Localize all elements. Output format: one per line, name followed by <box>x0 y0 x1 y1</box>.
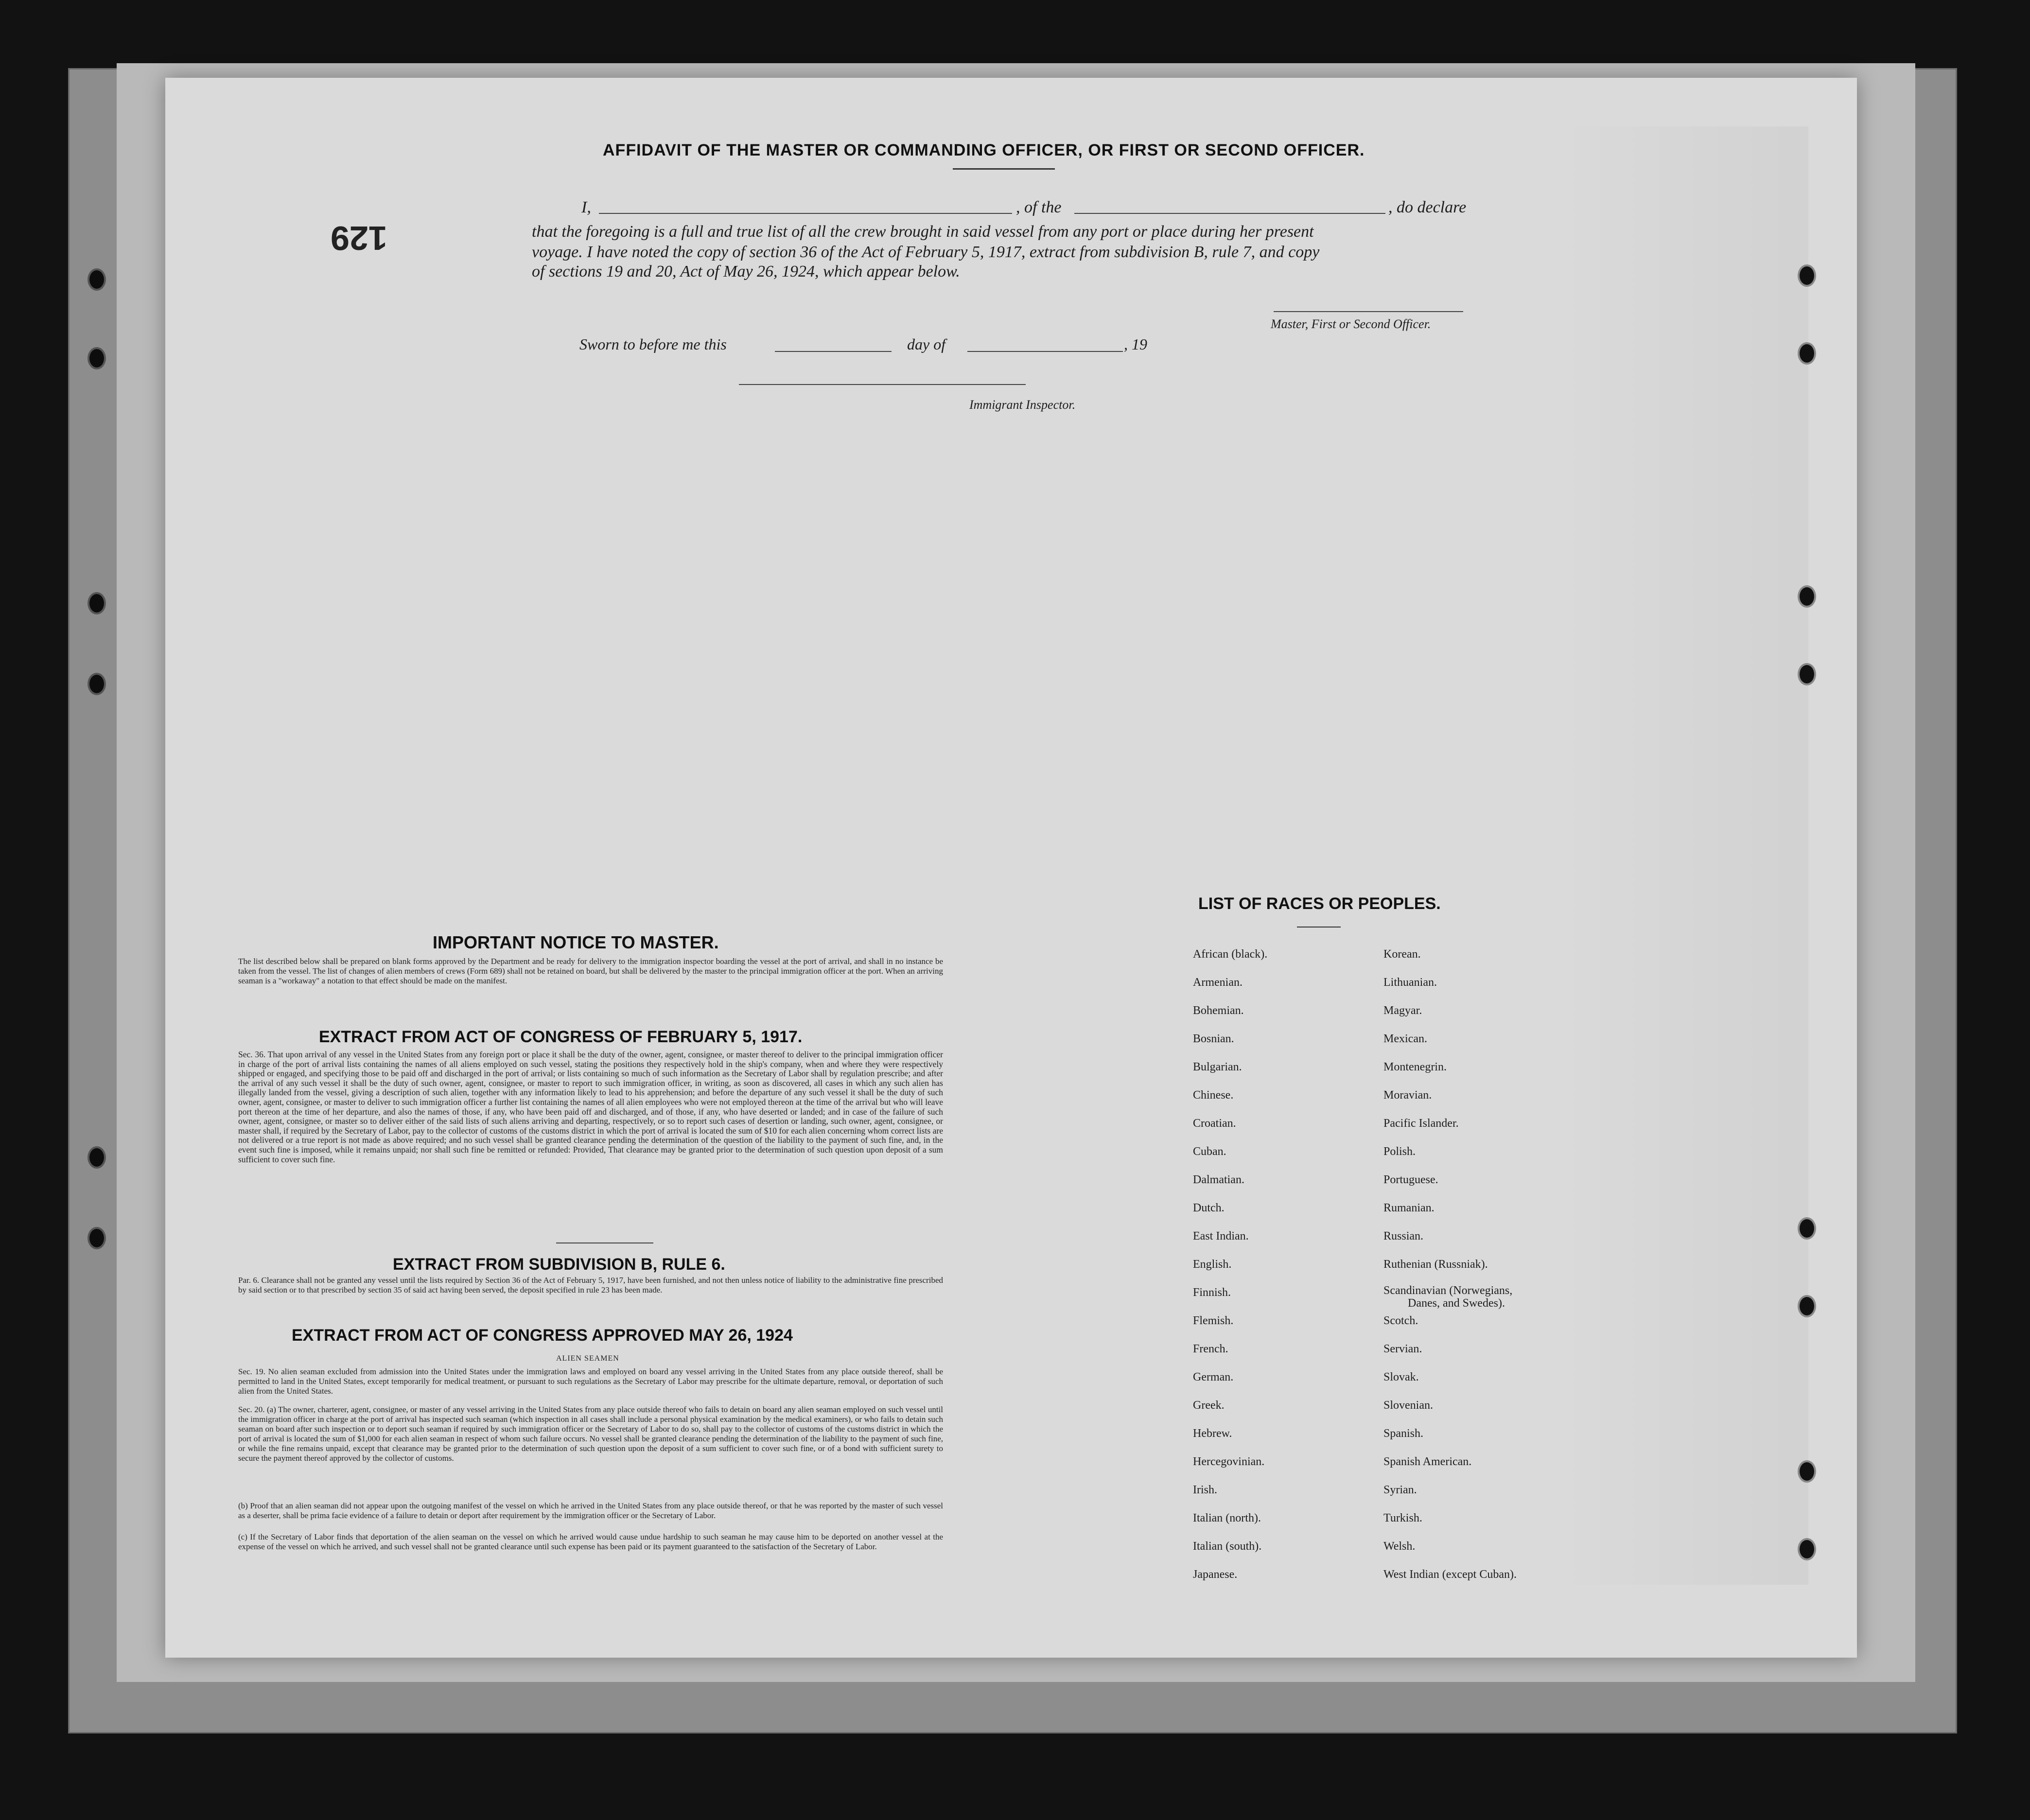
inspector-signature-line <box>739 384 1026 385</box>
title-underline <box>953 168 1055 170</box>
sec-20a-text: Sec. 20. (a) The owner, charterer, agent, consignee, or master of any vessel arriving in the United States from any place outside thereof who fails to detain on board any alien seaman employed on such vessel until the immigration officer in charge at the port of arrival has inspected such seaman (which inspection in all cases shall include a personal physical examination by the medical examiners), or who fails to detain such seaman on board after such inspection or to deport such seaman if required by such immigration officer or the Secretary of Labor to do so, shall pay to the collector of customs of the customs district in which the port of arrival is located the sum of $1,000 for each alien seaman in respect of whom such failure occurs. No vessel shall be granted clearance pending the determination of the liability to the payment of such fine, or while the fine remains unpaid, except that clearance may be granted prior to the determination of such question upon the deposit of a sum sufficient to cover such fine, or of a bond with sufficient surety to secure the payment thereof approved by the collector of customs. <box>238 1405 943 1463</box>
binder-hole-icon <box>1798 1460 1816 1483</box>
race-item: Mexican. <box>1383 1032 1427 1045</box>
binder-hole-icon <box>88 268 106 291</box>
race-item: Bosnian. <box>1193 1032 1234 1045</box>
race-item: Slovak. <box>1383 1371 1419 1383</box>
signature-line <box>1274 311 1463 312</box>
race-item: Magyar. <box>1383 1004 1422 1017</box>
binder-hole-icon <box>1798 1538 1816 1560</box>
race-item: Bohemian. <box>1193 1004 1244 1017</box>
affidavit-i: I, <box>581 198 591 216</box>
binder-hole-icon <box>1798 585 1816 608</box>
affidavit-of-the: , of the <box>1016 198 1062 216</box>
rule-6-title: EXTRACT FROM SUBDIVISION B, RULE 6. <box>393 1255 725 1274</box>
year-text: , 19 <box>1124 335 1147 353</box>
race-item: Italian (south). <box>1193 1540 1262 1553</box>
binder-hole-icon <box>88 1227 106 1249</box>
stamp-number: 129 <box>331 219 387 257</box>
race-item: Croatian. <box>1193 1117 1236 1130</box>
race-item: Lithuanian. <box>1383 976 1437 989</box>
race-item: Rumanian. <box>1383 1202 1435 1214</box>
race-item: Polish. <box>1383 1145 1416 1158</box>
race-item: Hercegovinian. <box>1193 1455 1265 1468</box>
extract-1917-text: Sec. 36. That upon arrival of any vessel in the United States from any foreign port or place it shall be the duty of the owner, agent, consignee, or master thereof to deliver to the principal immigration officer in charge of the port of arrival lists containing the names of all aliens employed on such vessel, stating the positions they respectively hold in the ship's company, when and where they were respectively shipped or engaged, and specifying those to be paid off and discharged in the port of arrival; or lists containing so much of such information as the Secretary of Labor shall by regulation prescribe; and after the arrival of any such vessel it shall be the duty of such owner, agent, consignee, or master to report to such immigration officer, in writing, as soon as discovered, all cases in which any such alien has illegally landed from the vessel, giving a description of such alien, together with any information likely to lead to his apprehension; and before the departure of any such vessel it shall be the duty of such owner, agent, consignee, or master to deliver to such immigration officer a further list containing the names of all alien employees who were not employed thereon at the time of the arrival but who will leave port thereon at the time of her departure, and also the names of those, if any, who have been paid off and discharged, and of those, if any, who have deserted or landed; and in case of the failure of such owner, agent, consignee, or master so to deliver either of the said lists of such aliens arriving and departing, respectively, or so to report such cases of desertion or landing, such owner, agent, consignee, or master shall, if required by the Secretary of Labor, pay to the collector of customs of the customs district in which the port of arrival is located the sum of $10 for each alien concerning whom correct lists are not delivered or a true report is not made as above required; and no such vessel shall be granted clearance pending the determination of the question of the liability to the payment of such fine, and, in the event such fine is imposed, while it remains unpaid; nor shall such fine be remitted or refunded: Provided, That clearance may be granted prior to the determination of such question upon deposit of a sum sufficient to cover such fine. <box>238 1050 943 1164</box>
month-line <box>967 351 1123 352</box>
sec-20b-text: (b) Proof that an alien seaman did not appear upon the outgoing manifest of the vessel on which he arrived in the United States from any place outside thereof, or that he was reported by the master of such vessel as a deserter, shall be prima facie evidence of a failure to detain or deport after requirement by the immigration officer or the Secretary of Labor. <box>238 1501 943 1520</box>
race-item: Welsh. <box>1383 1540 1416 1553</box>
binder-hole-icon <box>1798 663 1816 685</box>
affidavit-title: AFFIDAVIT OF THE MASTER OR COMMANDING OFFICER, OR FIRST OR SECOND OFFICER. <box>603 141 1365 159</box>
race-item: Turkish. <box>1383 1512 1422 1524</box>
race-item: German. <box>1193 1371 1234 1383</box>
sworn-day-line <box>775 351 892 352</box>
affidavit-line-3: voyage. I have noted the copy of section 36 of the Act of February 5, 1917, extract from subdivision B, rule 7, and copy <box>532 243 1320 261</box>
race-item: Portuguese. <box>1383 1173 1438 1186</box>
race-item: Ruthenian (Russniak). <box>1383 1258 1488 1271</box>
race-item: Cuban. <box>1193 1145 1226 1158</box>
race-item: Slovenian. <box>1383 1399 1433 1412</box>
races-title-underline <box>1297 927 1341 928</box>
race-item: Flemish. <box>1193 1314 1234 1327</box>
race-item: English. <box>1193 1258 1232 1271</box>
inspector-caption: Immigrant Inspector. <box>969 398 1076 412</box>
affidavit-line-2: that the foregoing is a full and true list of all the crew brought in said vessel from any port or place during her present <box>532 223 1314 241</box>
race-item: Moravian. <box>1383 1089 1432 1102</box>
race-item: Danes, and Swedes). <box>1408 1297 1505 1310</box>
race-item: Dalmatian. <box>1193 1173 1244 1186</box>
race-item: Scotch. <box>1383 1314 1418 1327</box>
race-item: Scandinavian (Norwegians, <box>1383 1284 1513 1297</box>
race-item: Japanese. <box>1193 1568 1238 1581</box>
alien-seamen-subtitle: ALIEN SEAMEN <box>556 1354 619 1363</box>
race-item: Spanish American. <box>1383 1455 1472 1468</box>
extract-1924-title: EXTRACT FROM ACT OF CONGRESS APPROVED MAY 26, 1924 <box>292 1326 793 1345</box>
signature-caption: Master, First or Second Officer. <box>1271 317 1431 331</box>
race-item: Russian. <box>1383 1230 1424 1242</box>
race-item: Syrian. <box>1383 1484 1417 1496</box>
race-item: East Indian. <box>1193 1230 1249 1242</box>
binder-hole-icon <box>1798 342 1816 365</box>
race-item: French. <box>1193 1343 1228 1355</box>
section-divider <box>556 1242 653 1243</box>
race-item: Korean. <box>1383 948 1421 961</box>
binder-hole-icon <box>88 592 106 614</box>
race-item: Hebrew. <box>1193 1427 1232 1440</box>
affidavit-line-4: of sections 19 and 20, Act of May 26, 1924, which appear below. <box>532 262 960 280</box>
binder-hole-icon <box>88 1146 106 1169</box>
binder-hole-icon <box>88 347 106 369</box>
race-item: Armenian. <box>1193 976 1242 989</box>
vessel-blank-line <box>1074 213 1385 214</box>
race-item: Dutch. <box>1193 1202 1225 1214</box>
race-item: African (black). <box>1193 948 1268 961</box>
sec-20c-text: (c) If the Secretary of Labor finds that deportation of the alien seaman on the vessel on which he arrived would cause undue hardship to such seaman he may cause him to be deported on another vessel at the expense of the vessel on which he arrived, and such vessel shall not be granted clearance until such expense has been paid or its payment guaranteed to the satisfaction of the Secretary of Labor. <box>238 1532 943 1551</box>
important-notice-title: IMPORTANT NOTICE TO MASTER. <box>433 932 719 952</box>
binder-hole-icon <box>1798 264 1816 287</box>
binder-hole-icon <box>88 673 106 695</box>
binder-hole-icon <box>1798 1217 1816 1240</box>
race-item: Bulgarian. <box>1193 1061 1242 1073</box>
name-blank-line <box>599 213 1012 214</box>
sworn-text: Sworn to before me this <box>579 335 727 353</box>
bleed-through-shadow <box>1556 126 1808 1585</box>
rule-6-text: Par. 6. Clearance shall not be granted any vessel until the lists required by Section 36 of the Act of February 5, 1917, have been furnished, and not then unless notice of liability to the administrative fine prescribed by said section or to that prescribed by section 35 of said act having been served, the deposit specified in rule 23 has been made. <box>238 1276 943 1295</box>
important-notice-text: The list described below shall be prepared on blank forms approved by the Department and be ready for delivery to the immigration inspector boarding the vessel at the port of arrival, and shall in no instance be taken from the vessel. The list of changes of alien members of crews (Form 689) shall not be retained on board, but shall be delivered by the master to the principal immigration officer at the port. When an arriving seaman is a "workaway" a notation to that effect should be made on the manifest. <box>238 957 943 985</box>
race-item: Italian (north). <box>1193 1512 1261 1524</box>
race-item: Irish. <box>1193 1484 1217 1496</box>
race-item: Finnish. <box>1193 1286 1231 1299</box>
race-item: Pacific Islander. <box>1383 1117 1459 1130</box>
race-item: Spanish. <box>1383 1427 1424 1440</box>
race-item: Montenegrin. <box>1383 1061 1447 1073</box>
binder-hole-icon <box>1798 1295 1816 1317</box>
race-item: Greek. <box>1193 1399 1225 1412</box>
affidavit-declare: , do declare <box>1388 198 1467 216</box>
day-of-text: day of <box>907 335 946 353</box>
races-title: LIST OF RACES OR PEOPLES. <box>1198 894 1441 913</box>
race-item: Servian. <box>1383 1343 1422 1355</box>
sec-19-text: Sec. 19. No alien seaman excluded from admission into the United States under the immigration laws and employed on board any vessel arriving in the United States from any place outside thereof, shall be permitted to land in the United States, except temporarily for medical treatment, or pursuant to such regulations as the Secretary of Labor may prescribe for the ultimate departure, removal, or deportation of such alien from the United States. <box>238 1367 943 1396</box>
race-item: Chinese. <box>1193 1089 1234 1102</box>
race-item: West Indian (except Cuban). <box>1383 1568 1517 1581</box>
extract-1917-title: EXTRACT FROM ACT OF CONGRESS OF FEBRUARY 5, 1917. <box>319 1028 803 1046</box>
